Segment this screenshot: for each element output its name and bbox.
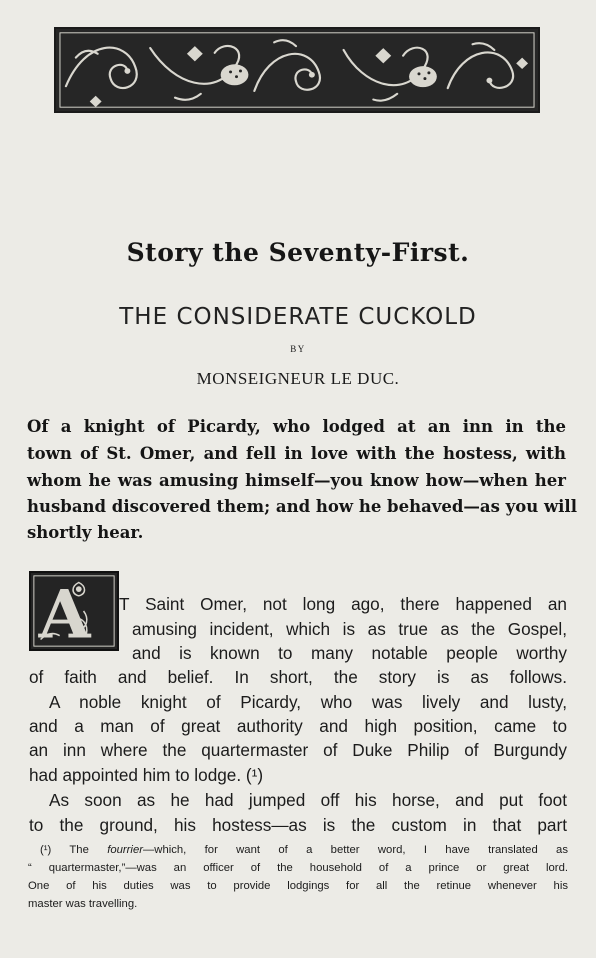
story-title: Story the Seventy-First. xyxy=(126,238,470,267)
byline-label: BY xyxy=(290,344,306,354)
argument-line: town of St. Omer, and fell in love with the hostess, with xyxy=(27,444,566,463)
footnote-term: fourrier xyxy=(107,844,143,856)
floral-ornament-icon xyxy=(56,29,538,111)
argument-line: shortly hear. xyxy=(27,523,144,542)
body-text-line: As soon as he had jumped off his horse, and put foot xyxy=(49,790,567,810)
body-text-line: T Saint Omer, not long ago, there happened an xyxy=(119,594,567,614)
page-title: THE CONSIDERATE CUCKOLD xyxy=(119,304,477,330)
body-text-line: A noble knight of Picardy, who was lively and lusty, xyxy=(49,692,567,712)
dropcap-letter: A xyxy=(38,574,91,649)
body-text-line: of faith and belief. In short, the story is as follows. xyxy=(29,667,567,687)
body-text-line: had appointed him to lodge. (¹) xyxy=(29,765,264,785)
body-text-line: and is known to many notable people worthy xyxy=(132,643,567,663)
footnote-text: —which, for want of a better word, I have translated as xyxy=(143,844,568,856)
author-name: MONSEIGNEUR LE DUC. xyxy=(196,369,400,388)
body-text-line: an inn where the quartermaster of Duke Philip of Burgundy xyxy=(29,740,567,760)
body-text-line: amusing incident, which is as true as the Gospel, xyxy=(132,619,567,639)
dropcap-initial-icon xyxy=(31,573,117,649)
footnote-marker: (¹) The xyxy=(40,844,108,856)
body-text-line: and a man of great authority and high position, came to xyxy=(29,716,567,736)
footnote-line: master was travelling. xyxy=(28,898,138,910)
body-text-line: to the ground, his hostess—as is the custom in that part xyxy=(29,815,567,835)
footnote-line: One of his duties was to provide lodgings for all the retinue whenever his xyxy=(28,880,568,892)
footnote-line: “ quartermaster,”—was an officer of the household of a prince or great lord. xyxy=(28,862,568,874)
argument-line: husband discovered them; and how he behaved—as you will xyxy=(27,497,577,516)
decorative-header-ornament xyxy=(54,27,540,113)
decorative-dropcap xyxy=(29,571,119,651)
argument-line: Of a knight of Picardy, who lodged at an inn in the xyxy=(27,417,566,436)
argument-line: whom he was amusing himself—you know how—when her xyxy=(27,471,566,490)
footnote-line xyxy=(40,844,568,856)
